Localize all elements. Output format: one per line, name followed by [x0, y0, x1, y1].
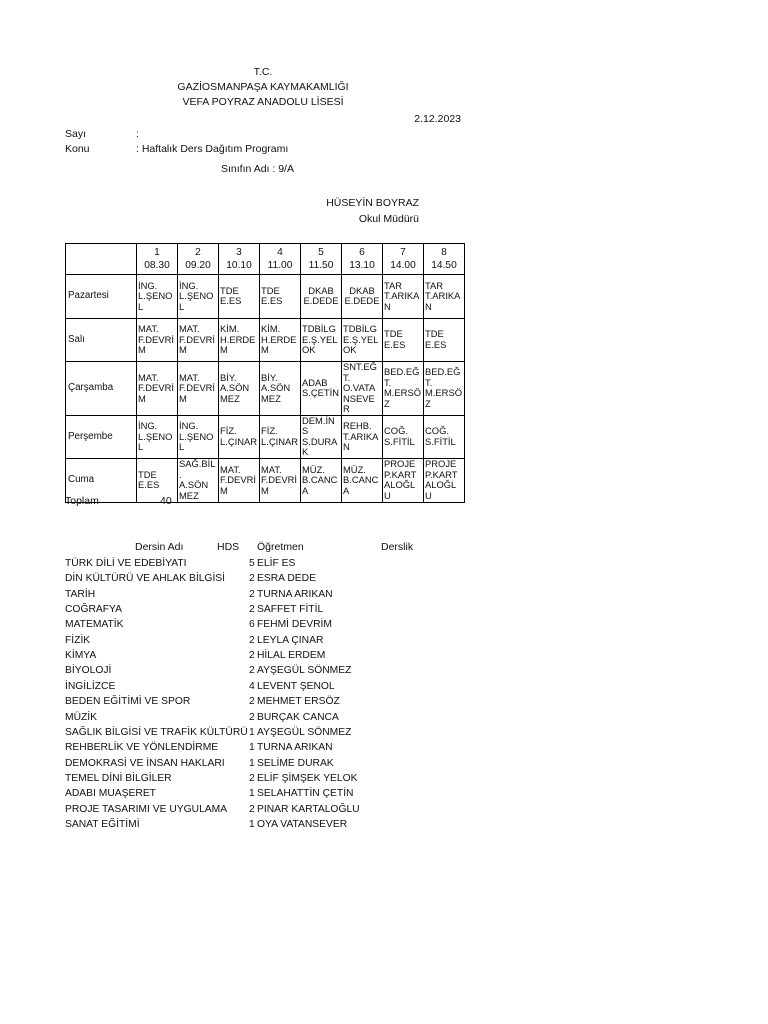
subject-row	[65, 602, 465, 617]
principal-title: Okul Müdürü	[358, 213, 419, 225]
subject-hds: 2	[249, 711, 255, 723]
lesson-cell	[260, 275, 301, 319]
lesson-cell	[424, 459, 465, 503]
lesson-cell	[219, 318, 260, 362]
period-time: 13.10	[349, 260, 375, 271]
lesson-text: BİY. A.SÖN MEZ	[220, 371, 250, 404]
lesson-cell	[301, 275, 342, 319]
lesson-text: TAR T.ARIKA N	[425, 279, 461, 312]
lesson-text: SAĞ.BİL . A.SÖN MEZ	[179, 458, 216, 501]
lesson-cell	[342, 318, 383, 362]
period-header	[424, 244, 465, 275]
day-name: Cuma	[66, 459, 137, 503]
col-header-hds: HDS	[217, 541, 240, 553]
subject-row	[65, 617, 465, 632]
lesson-cell	[424, 415, 465, 459]
subject-teacher: FEHMİ DEVRİM	[257, 619, 332, 631]
subject-name: İNGİLİZCE	[65, 680, 116, 692]
lesson-cell	[301, 459, 342, 503]
period-header-row	[66, 244, 465, 275]
period-time: 09.20	[185, 260, 211, 271]
lesson-text: İNG. L.ŞENO L	[138, 279, 173, 312]
lesson-text: DEM.İN S S.DURA K	[302, 414, 338, 458]
class-name: Sınıfın Adı : 9/A	[221, 163, 294, 175]
schedule-row	[66, 318, 465, 362]
subject-hds: 2	[249, 665, 255, 677]
subject-teacher: SELAHATTİN ÇETİN	[257, 788, 354, 800]
period-number: 3	[236, 247, 242, 258]
lesson-cell	[137, 275, 178, 319]
subject-teacher: TURNA ARIKAN	[257, 588, 333, 600]
period-header	[219, 244, 260, 275]
col-header-room: Derslik	[381, 541, 414, 553]
lesson-cell	[424, 275, 465, 319]
subject-name: ADABI MUAŞERET	[65, 788, 156, 800]
lesson-cell	[137, 415, 178, 459]
lesson-cell	[178, 318, 219, 362]
period-header	[383, 244, 424, 275]
subject-teacher: ELİF ES	[257, 558, 296, 569]
sayi-label: Sayı	[65, 128, 87, 140]
subject-row	[65, 648, 465, 663]
period-time: 14.00	[390, 260, 416, 271]
subject-name: TARİH	[65, 588, 96, 600]
day-name: Salı	[66, 318, 137, 362]
lesson-cell	[260, 318, 301, 362]
lesson-cell	[301, 362, 342, 416]
lesson-cell	[137, 318, 178, 362]
lesson-cell	[342, 415, 383, 459]
header-school: VEFA POYRAZ ANADOLU LİSESİ	[182, 96, 344, 108]
subject-teacher: LEVENT ŞENOL	[257, 680, 335, 692]
subject-teacher: LEYLA ÇINAR	[257, 634, 324, 646]
period-time: 10.10	[226, 260, 252, 271]
subject-row	[65, 571, 465, 586]
sayi-value: :	[136, 128, 139, 140]
lesson-text: KİM. H.ERDE M	[261, 323, 297, 355]
lesson-cell	[178, 415, 219, 459]
lesson-text: BED.EĞ T. M.ERSÖ Z	[425, 366, 462, 409]
lesson-text: PROJE P.KART ALOĞL U	[425, 458, 458, 501]
subject-row	[65, 740, 465, 755]
konu-value: : Haftalık Ders Dağıtım Programı	[136, 143, 289, 155]
subject-name: BİYOLOJİ	[65, 665, 112, 677]
lesson-text: TDE E.ES	[261, 284, 283, 307]
period-time: 11.50	[308, 260, 334, 271]
lesson-cell	[383, 318, 424, 362]
header-tc: T.C.	[253, 66, 273, 78]
subject-name: SAĞLIK BİLGİSİ VE TRAFİK KÜLTÜRÜ	[65, 726, 248, 738]
lesson-text: İNG. L.ŞENO L	[138, 420, 173, 452]
lesson-cell	[342, 362, 383, 416]
lesson-cell	[219, 362, 260, 416]
subject-hds: 1	[249, 818, 255, 830]
subject-hds: 2	[249, 604, 255, 616]
subject-row	[65, 694, 465, 709]
lesson-cell	[383, 415, 424, 459]
period-number: 8	[441, 247, 447, 258]
subject-row	[65, 663, 465, 678]
lesson-text: MÜZ. B.CANC A	[343, 463, 379, 496]
lesson-text: TAR T.ARIKA N	[384, 279, 420, 312]
schedule-row	[66, 415, 465, 459]
lesson-text: REHB. T.ARIKA N	[343, 420, 379, 452]
subject-teacher: TURNA ARIKAN	[257, 742, 333, 754]
subject-name: SANAT EĞİTİMİ	[65, 818, 140, 830]
subject-row	[65, 771, 465, 786]
lesson-cell	[178, 362, 219, 416]
subject-teacher: AYŞEGÜL SÖNMEZ	[257, 665, 352, 677]
subject-name: PROJE TASARIMI VE UYGULAMA	[65, 803, 228, 815]
lesson-cell	[219, 415, 260, 459]
lesson-cell	[260, 459, 301, 503]
subject-teacher: PINAR KARTALOĞLU	[257, 803, 360, 815]
subject-hds: 1	[249, 757, 255, 769]
lesson-cell	[342, 275, 383, 319]
subject-teacher: BURÇAK CANCA	[257, 711, 339, 723]
schedule-row	[66, 275, 465, 319]
lesson-text: MAT. F.DEVRİ M	[138, 323, 174, 355]
subject-name: MÜZİK	[65, 711, 98, 723]
lesson-cell	[219, 459, 260, 503]
subject-teacher: HİLAL ERDEM	[257, 650, 326, 662]
lesson-text: BİY. A.SÖN MEZ	[261, 371, 291, 404]
lesson-cell	[178, 275, 219, 319]
period-number: 5	[318, 247, 324, 258]
subject-hds: 2	[249, 588, 255, 600]
subject-teacher: ELİF ŞİMŞEK YELOK	[257, 772, 358, 784]
document-date: 2.12.2023	[414, 113, 461, 125]
lesson-text: MAT. F.DEVRİ M	[220, 463, 256, 496]
day-name: Pazartesi	[66, 275, 137, 319]
lesson-text: TDBİLG E.Ş.YEL OK	[343, 323, 379, 355]
col-header-subject: Dersin Adı	[135, 541, 184, 553]
subject-hds: 1	[249, 742, 255, 754]
col-header-teacher: Öğretmen	[257, 541, 304, 553]
konu-label: Konu	[65, 143, 90, 155]
subject-row	[65, 633, 465, 648]
subject-hds: 2	[249, 650, 255, 662]
subject-name: FİZİK	[65, 634, 91, 646]
lesson-cell	[301, 415, 342, 459]
subject-row	[65, 556, 465, 571]
subject-row	[65, 802, 465, 817]
lesson-cell	[260, 415, 301, 459]
subject-name: MATEMATİK	[65, 619, 124, 631]
lesson-cell	[178, 459, 219, 503]
subject-row	[65, 786, 465, 801]
subject-teacher: SELİME DURAK	[257, 757, 334, 769]
lesson-text: SNT.EĞ T. O.VATA NSEVER	[343, 361, 377, 414]
subject-hds: 5	[249, 558, 255, 569]
lesson-text: TDE E.ES	[138, 468, 160, 491]
total-label: Toplam	[65, 495, 99, 507]
subject-name: BEDEN EĞİTİMİ VE SPOR	[65, 696, 191, 708]
subject-hds: 4	[249, 680, 255, 692]
lesson-text: İNG. L.ŞENO L	[179, 420, 214, 452]
subject-hds: 2	[249, 573, 255, 585]
subject-hds: 2	[249, 634, 255, 646]
day-name: Çarşamba	[66, 362, 137, 416]
corner-cell	[66, 244, 137, 275]
period-header	[342, 244, 383, 275]
period-time: 14.50	[431, 260, 457, 271]
subject-name: DİN KÜLTÜRÜ VE AHLAK BİLGİSİ	[65, 573, 226, 585]
subject-name: TEMEL DİNİ BİLGİLER	[65, 772, 172, 784]
lesson-text: TDE E.ES	[220, 284, 242, 307]
lesson-cell	[219, 275, 260, 319]
subject-name: DEMOKRASİ VE İNSAN HAKLARI	[65, 757, 225, 769]
lesson-text: COĞ. S.FİTİL	[384, 425, 415, 447]
lesson-text: DKAB E.DEDE	[303, 284, 339, 307]
lesson-text: MAT. F.DEVRİ M	[179, 371, 215, 404]
schedule-row	[66, 362, 465, 416]
period-time: 08.30	[144, 260, 170, 271]
subject-row	[65, 679, 465, 694]
subject-name: TÜRK DİLİ VE EDEBİYATI	[65, 558, 187, 569]
schedule-row	[66, 459, 465, 503]
subject-name: REHBERLİK VE YÖNLENDİRME	[65, 742, 219, 754]
lesson-text: MÜZ. B.CANC A	[302, 463, 338, 496]
total-value: 40	[160, 495, 172, 507]
lesson-text: FİZ. L.ÇINAR	[261, 425, 298, 447]
subject-row	[65, 756, 465, 771]
period-number: 1	[154, 247, 160, 258]
lesson-cell	[424, 318, 465, 362]
lesson-cell	[137, 362, 178, 416]
lesson-text: COĞ. S.FİTİL	[425, 425, 456, 447]
lesson-text: PROJE P.KART ALOĞL U	[384, 458, 417, 501]
subject-row	[65, 817, 465, 832]
lesson-cell	[383, 459, 424, 503]
lesson-cell	[342, 459, 383, 503]
lesson-cell	[424, 362, 465, 416]
lesson-text: FİZ. L.ÇINAR	[220, 425, 257, 447]
period-number: 4	[277, 247, 283, 258]
lesson-cell	[301, 318, 342, 362]
subject-name: COĞRAFYA	[65, 604, 123, 616]
period-number: 6	[359, 247, 365, 258]
subject-teacher: SAFFET FİTİL	[257, 604, 324, 616]
subject-hds: 6	[249, 619, 255, 631]
header-kaymakamlik: GAZİOSMANPAŞA KAYMAKAMLIĞI	[177, 81, 349, 93]
period-header	[301, 244, 342, 275]
subject-name: KİMYA	[65, 650, 97, 662]
subject-hds: 1	[249, 788, 255, 800]
subject-hds: 2	[249, 803, 255, 815]
subject-teacher: OYA VATANSEVER	[257, 818, 348, 830]
subject-hds: 2	[249, 696, 255, 708]
lesson-text: MAT. F.DEVRİ M	[138, 371, 174, 404]
weekly-schedule-table	[65, 243, 465, 503]
subject-row	[65, 587, 465, 602]
lesson-cell	[260, 362, 301, 416]
period-number: 7	[400, 247, 406, 258]
subject-row	[65, 725, 465, 740]
lesson-text: TDE E.ES	[425, 328, 447, 350]
subject-teacher: ESRA DEDE	[257, 573, 316, 585]
subject-hds: 2	[249, 772, 255, 784]
period-header	[137, 244, 178, 275]
lesson-text: İNG. L.ŞENO L	[179, 279, 214, 312]
subject-row	[65, 710, 465, 725]
lesson-cell	[383, 275, 424, 319]
lesson-text: TDE E.ES	[384, 328, 406, 350]
lesson-text: DKAB E.DEDE	[344, 284, 380, 307]
subject-teacher: MEHMET ERSÖZ	[257, 696, 340, 708]
day-name: Perşembe	[66, 415, 137, 459]
subject-hds: 1	[249, 726, 255, 738]
lesson-text: MAT. F.DEVRİ M	[261, 463, 297, 496]
subject-teacher: AYŞEGÜL SÖNMEZ	[257, 726, 352, 738]
principal-name: HÜSEYİN BOYRAZ	[326, 197, 419, 209]
lesson-text: BED.EĞ T. M.ERSÖ Z	[384, 366, 421, 409]
lesson-text: MAT. F.DEVRİ M	[179, 323, 215, 355]
period-header	[260, 244, 301, 275]
period-time: 11.00	[267, 260, 293, 271]
period-number: 2	[195, 247, 201, 258]
lesson-text: KİM. H.ERDE M	[220, 323, 256, 355]
period-header	[178, 244, 219, 275]
lesson-text: TDBİLG E.Ş.YEL OK	[302, 323, 338, 355]
lesson-text: ADAB S.ÇETİN	[302, 376, 339, 399]
lesson-cell	[383, 362, 424, 416]
